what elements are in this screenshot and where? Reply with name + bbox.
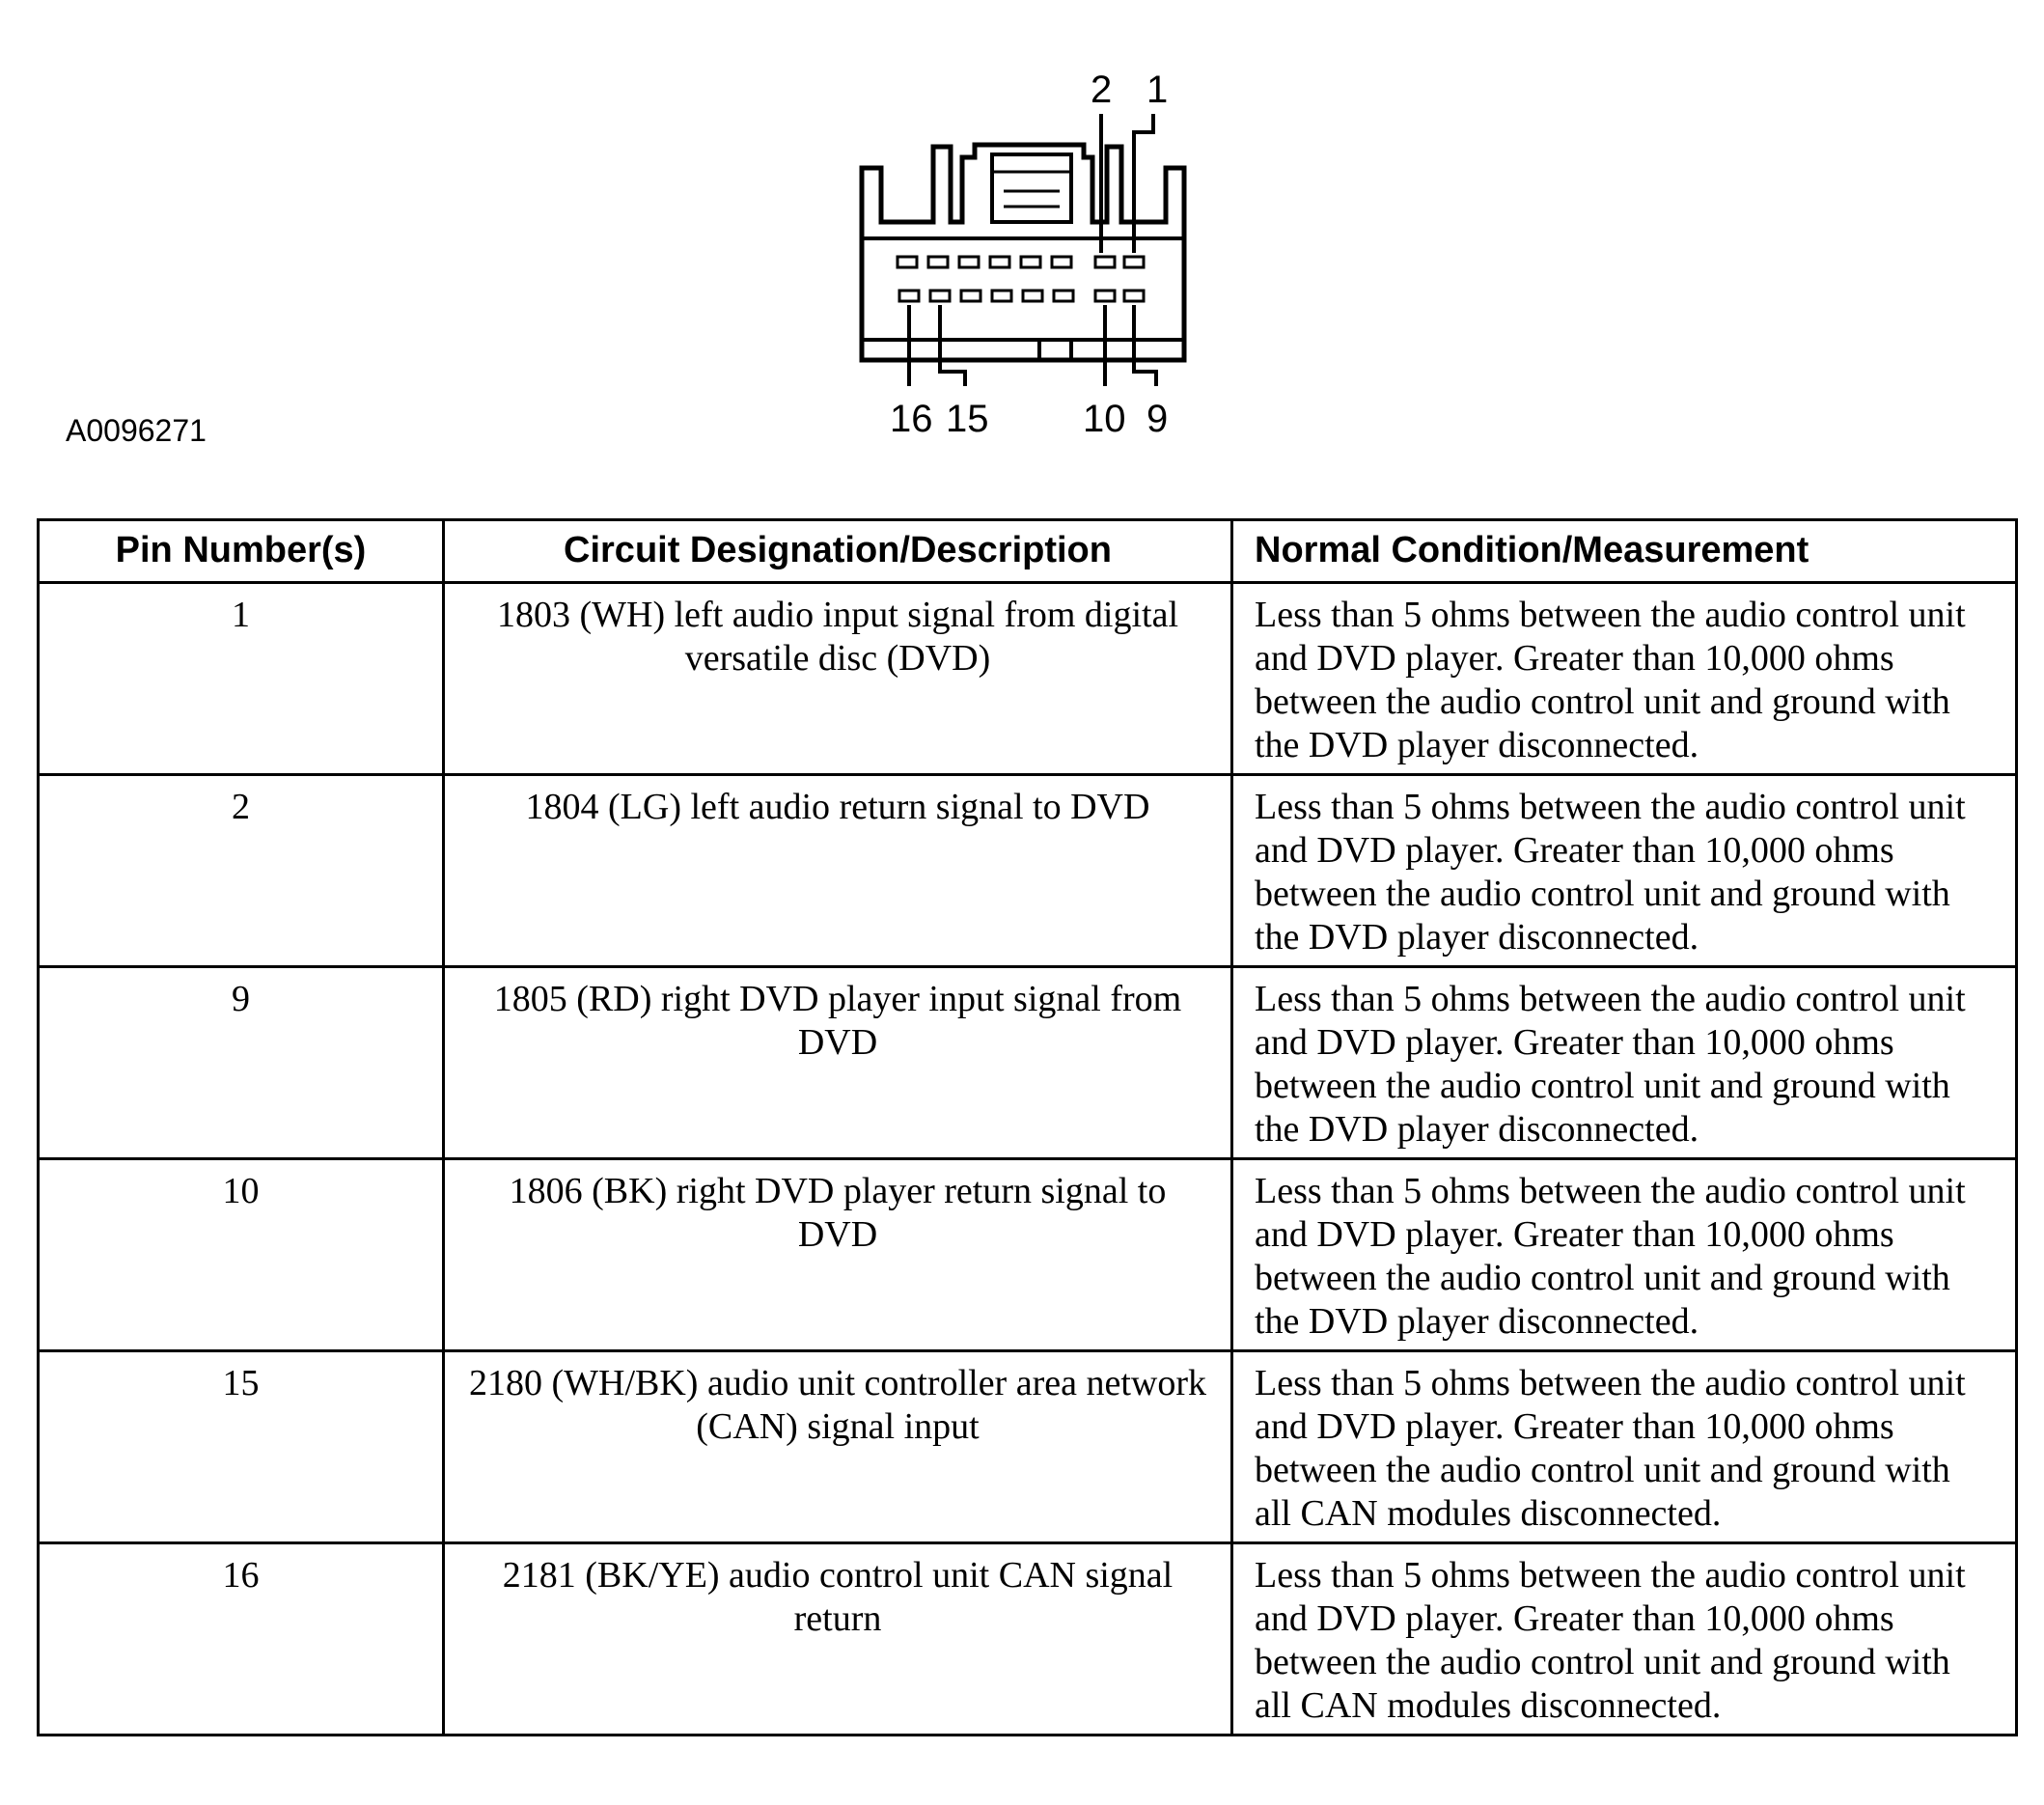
condition-cell: Less than 5 ohms between the audio control unit and DVD player. Greater than 10,000 ohms between the audio control unit and ground with all CAN modules disconnected. <box>1232 1351 2017 1543</box>
pin-label-15: 15 <box>946 398 989 440</box>
condition-cell: Less than 5 ohms between the audio control unit and DVD player. Greater than 10,000 ohms between the audio control unit and ground with the DVD player disconnected. <box>1232 583 2017 775</box>
pin-number-cell: 2 <box>39 775 444 967</box>
circuit-description-cell: 1805 (RD) right DVD player input signal from DVD <box>444 967 1232 1159</box>
condition-cell: Less than 5 ohms between the audio control unit and DVD player. Greater than 10,000 ohms between the audio control unit and ground with all CAN modules disconnected. <box>1232 1543 2017 1736</box>
circuit-description-cell: 2180 (WH/BK) audio unit controller area network (CAN) signal input <box>444 1351 1232 1543</box>
condition-cell: Less than 5 ohms between the audio control unit and DVD player. Greater than 10,000 ohms between the audio control unit and ground with the DVD player disconnected. <box>1232 967 2017 1159</box>
pinout-table <box>37 518 2018 1736</box>
condition-cell: Less than 5 ohms between the audio control unit and DVD player. Greater than 10,000 ohms between the audio control unit and ground with the DVD player disconnected. <box>1232 775 2017 967</box>
pin-number-cell: 10 <box>39 1159 444 1351</box>
pin-label-1: 1 <box>1146 69 1169 111</box>
circuit-description-cell: 1803 (WH) left audio input signal from digital versatile disc (DVD) <box>444 583 1232 775</box>
circuit-description-cell: 1804 (LG) left audio return signal to DVD <box>444 775 1232 967</box>
key-notch <box>1039 340 1071 360</box>
header-pin-numbers: Pin Number(s) <box>39 520 444 583</box>
header-circuit-designation: Circuit Designation/Description <box>444 520 1232 583</box>
pin-label-2: 2 <box>1091 69 1113 111</box>
table-row <box>39 1159 2017 1351</box>
latch-body <box>992 154 1071 222</box>
pin-label-9: 9 <box>1146 398 1169 440</box>
connector-face-drawing <box>0 0 2044 483</box>
figure-reference-code: A0096271 <box>66 413 207 448</box>
connector-diagram <box>0 0 2044 483</box>
pin-number-cell: 9 <box>39 967 444 1159</box>
pin-number-cell: 16 <box>39 1543 444 1736</box>
pin-number-cell: 1 <box>39 583 444 775</box>
top-row-cavities <box>898 257 1144 267</box>
bottom-row-cavities <box>899 291 1144 301</box>
circuit-description-cell: 2181 (BK/YE) audio control unit CAN signal return <box>444 1543 1232 1736</box>
circuit-description-cell: 1806 (BK) right DVD player return signal to DVD <box>444 1159 1232 1351</box>
table-row <box>39 1351 2017 1543</box>
condition-cell: Less than 5 ohms between the audio control unit and DVD player. Greater than 10,000 ohms between the audio control unit and ground with the DVD player disconnected. <box>1232 1159 2017 1351</box>
header-normal-condition: Normal Condition/Measurement <box>1232 520 2017 583</box>
table-header-row <box>39 520 2017 583</box>
pin-number-cell: 15 <box>39 1351 444 1543</box>
table-row <box>39 583 2017 775</box>
table-row <box>39 1543 2017 1736</box>
pin-label-10: 10 <box>1083 398 1126 440</box>
table-row <box>39 775 2017 967</box>
table-row <box>39 967 2017 1159</box>
pin-label-16: 16 <box>890 398 933 440</box>
